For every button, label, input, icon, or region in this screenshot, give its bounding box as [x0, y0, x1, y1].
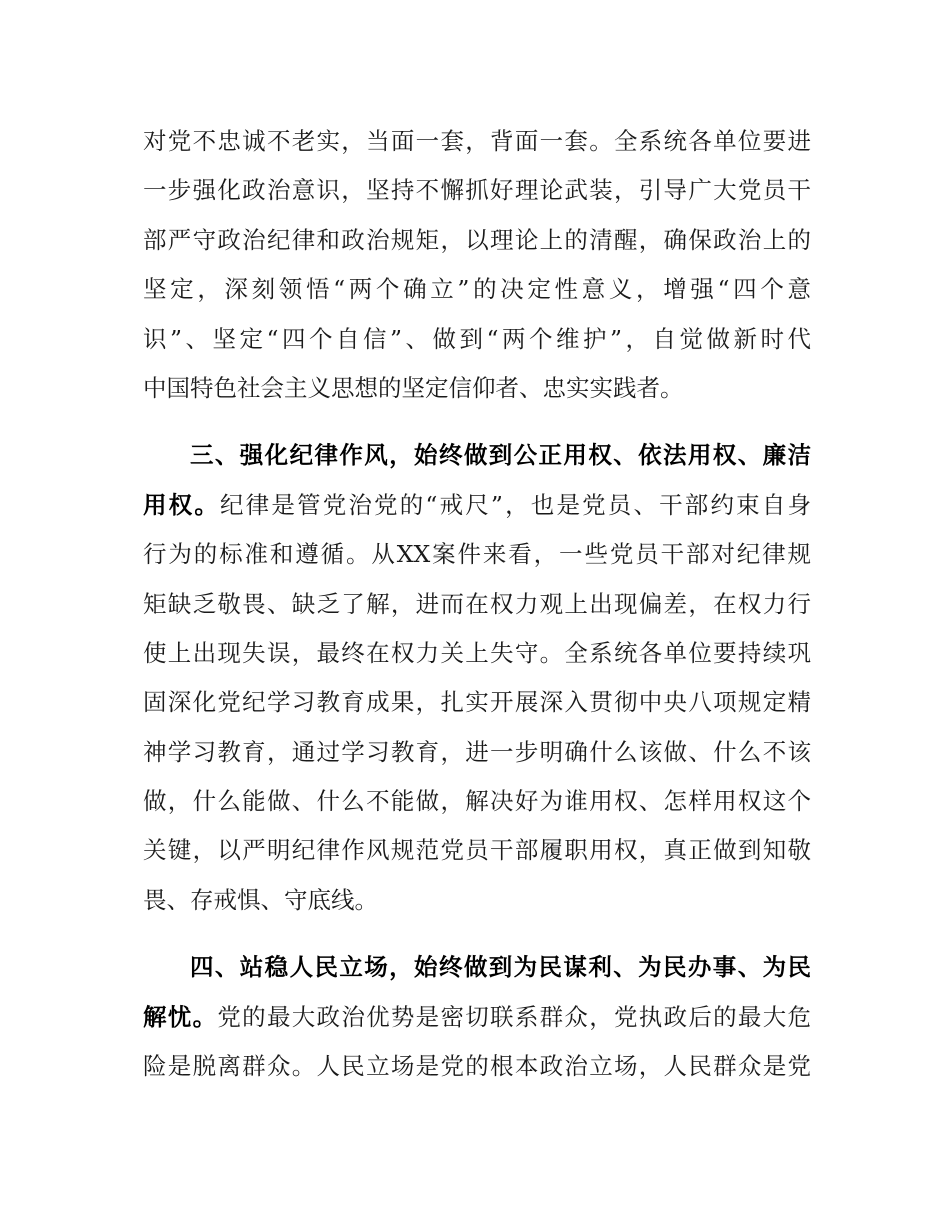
section-heading-3: 三、强化纪律作风，始终做到公正用权、依法用权、廉洁: [190, 441, 811, 470]
text-line: 做，什么能做、什么不能做，解决好为谁用权、怎样用权这个: [143, 787, 811, 816]
section-heading-4-end: 解忧。: [143, 1002, 218, 1031]
text-line: 险是脱离群众。人民立场是党的根本政治立场，人民群众是党: [143, 1052, 811, 1081]
text-line: 对党不忠诚不老实，当面一套，背面一套。全系统各单位要进: [143, 127, 811, 155]
document-page: [143, 117, 811, 1091]
paragraph-3: [143, 943, 811, 1091]
text-line: 固深化党纪学习教育成果，扎实开展深入贯彻中央八项规定精: [143, 688, 811, 717]
text-span: 纪律是管党治党的“戒尺”，也是党员、干部约束自身: [220, 490, 811, 519]
section-heading-4: 四、站稳人民立场，始终做到为民谋利、为民办事、为民: [190, 953, 811, 982]
section-heading-3-end: 用权。: [143, 490, 221, 519]
text-line: 使上出现失误，最终在权力关上失守。全系统各单位要持续巩: [143, 638, 811, 667]
paragraph-2: [143, 431, 811, 925]
text-line: 神学习教育，通过学习教育，进一步明确什么该做、什么不该: [143, 737, 811, 766]
text-line: 行为的标准和遵循。从XX案件来看，一些党员干部对纪律规: [143, 540, 811, 569]
text-line: 中国特色社会主义思想的坚定信仰者、忠实实践者。: [143, 373, 684, 402]
text-line: 关键，以严明纪律作风规范党员干部履职用权，真正做到知敬: [143, 836, 811, 865]
text-line: 畏、存戒惧、守底线。: [143, 885, 378, 914]
text-span: 党的最大政治优势是密切联系群众，党执政后的最大危: [217, 1002, 812, 1031]
paragraph-1: [143, 117, 811, 413]
text-line: 矩缺乏敬畏、缺乏了解，进而在权力观上出现偏差，在权力行: [143, 589, 811, 618]
text-line: 识”、坚定“四个自信”、做到“两个维护”，自觉做新时代: [143, 324, 811, 353]
text-line: 坚定，深刻领悟“两个确立”的决定性意义，增强“四个意: [143, 275, 811, 304]
text-line: [143, 481, 811, 530]
text-line: 一步强化政治意识，坚持不懈抓好理论武装，引导广大党员干: [143, 176, 811, 205]
text-line: [143, 993, 811, 1042]
text-line: 部严守政治纪律和政治规矩，以理论上的清醒，确保政治上的: [143, 225, 811, 254]
